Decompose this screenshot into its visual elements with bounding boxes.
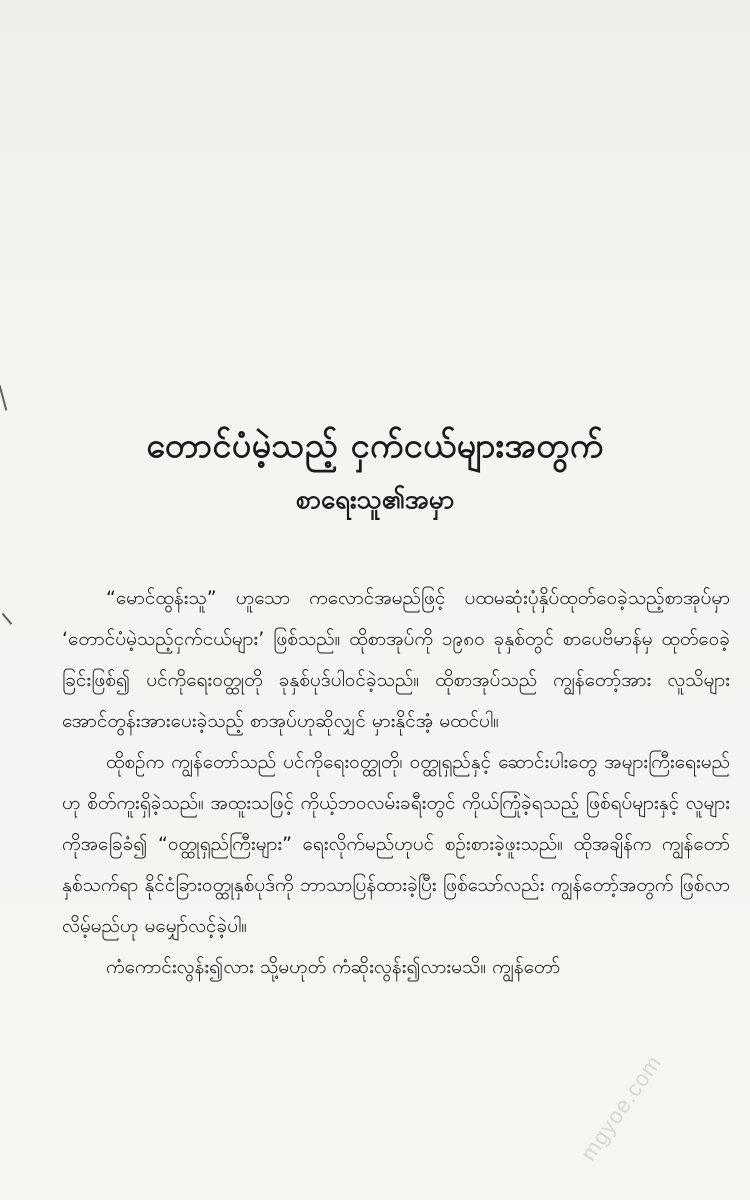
body-text <box>62 578 730 988</box>
paragraph-1: “မောင်ထွန်းသူ” ဟူသော ကလောင်အမည်ဖြင့် ပထမဆုံးပုံနှိပ်ထုတ်ဝေခဲ့သည့်စာအုပ်မှာ ‘တောင်ပံမဲ့သည့်ငှက်ငယ်များ’ ဖြစ်သည်။ ထိုစာအုပ်ကို ၁၉၈၀ ခုနှစ်တွင် စာပေဗိမာန်မှ ထုတ်ဝေခဲ့ခြင်းဖြစ်၍ ပင်ကိုရေးဝတ္ထုတို ခုနှစ်ပုဒ်ပါဝင်ခဲ့သည်။ ထိုစာအုပ်သည် ကျွန်တော့်အား လူသိများ အောင်တွန်းအားပေးခဲ့သည့် စာအုပ်ဟုဆိုလျှင် မှားနိုင်အံ့ မထင်ပါ။ <box>62 587 730 732</box>
paragraph-3: ကံကောင်းလွန်း၍လား သို့မဟုတ် ကံဆိုးလွန်း၍လားမသိ။ ကျွန်တော် <box>106 956 561 978</box>
paragraph-2: ထိုစဉ်က ကျွန်တော်သည် ပင်ကိုရေးဝတ္ထုတို၊ ဝတ္ထုရှည်နှင့် ဆောင်းပါးတွေ အများကြီးရေးမည်ဟု စိတ်ကူးရှိခဲ့သည်။ အထူးသဖြင့် ကိုယ့်ဘဝလမ်းခရီးတွင် ကိုယ်ကြုံခဲ့ရသည့် ဖြစ်ရပ်များနှင့် လူများကိုအခြေခံ၍ “ဝတ္ထုရှည်ကြီးများ” ရေးလိုက်မည်ဟုပင် စဉ်းစားခဲ့ဖူးသည်။ ထိုအချိန်က ကျွန်တော်နှစ်သက်ရာ နိုင်ငံခြားဝတ္ထုနှစ်ပုဒ်ကို ဘာသာပြန်ထားခဲ့ပြီး ဖြစ်သော်လည်း ကျွန်တော့်အတွက် ဖြစ်လာလိမ့်မည်ဟု မမျှော်လင့်ခဲ့ပါ။ <box>62 751 730 937</box>
chapter-heading <box>0 420 750 522</box>
page-title: တောင်ပံမဲ့သည့် ငှက်ငယ်များအတွက် <box>146 426 604 466</box>
watermark: mgyoe.com <box>575 1050 667 1166</box>
scan-mark <box>0 385 7 411</box>
scan-mark <box>2 613 12 625</box>
page-subtitle: စာရေးသူ၏အမှာ <box>295 485 455 515</box>
